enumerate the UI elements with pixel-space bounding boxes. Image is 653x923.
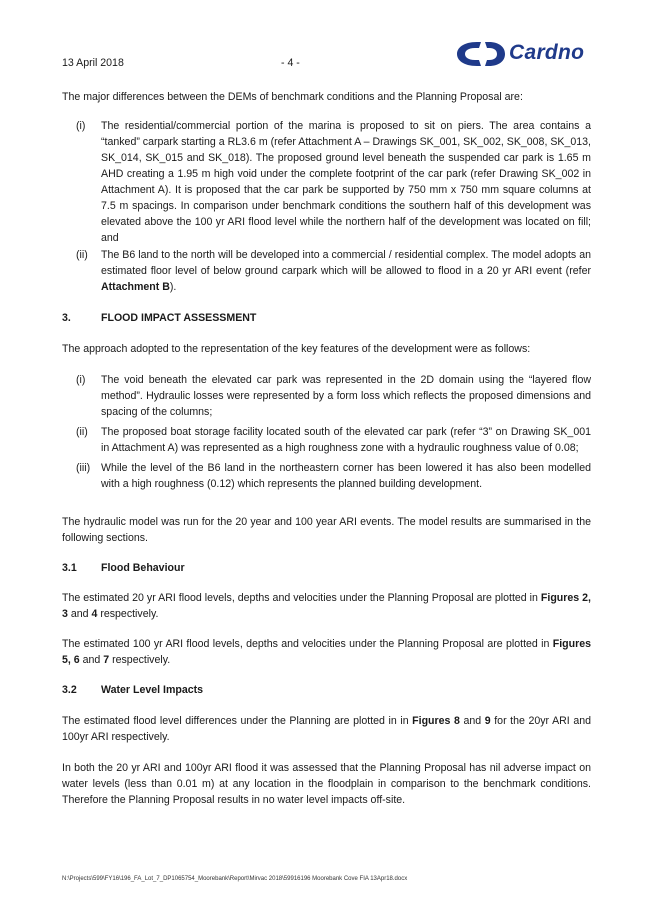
section-number: 3.2 <box>62 684 77 696</box>
logo-wordmark: Cardno <box>509 41 585 64</box>
list-text: The residential/commercial portion of the marina is proposed to sit on piers. The area contains a “tanked” carpark starting a RL3.6 m (refer Attachment A – Drawings SK_001, SK_002, SK_008, SK_013, SK_014, SK_015 and SK_018). The proposed ground level beneath the suspended car park is 1.65 m AHD creating a 1.95 m high void under the complete footprint of the car park (refer Drawing SK_002 in Attachment A). It is proposed that the car park be supported by 750 mm x 750 mm square columns at 7.5 m spacings. In comparison under benchmark conditions the southern half of this development was elevated above the 100 yr ARI flood level while the northern half of the development was located on fill; and <box>101 120 591 244</box>
list-text: The B6 land to the north will be developed into a commercial / residential complex. The model adopts an estimated floor level of below ground carpark which will be allowed to flood in a 20 yr ARI event (refer Attachment B). <box>101 249 591 293</box>
water-level-paragraph: In both the 20 yr ARI and 100yr ARI flood it was assessed that the Planning Proposal has nil adverse impact on water levels (less than 0.01 m) at any location in the floodplain in comparison to the benchmark conditions. Therefore the Planning Proposal results in no water level impacts off-site. <box>62 762 591 806</box>
list-text: The void beneath the elevated car park was represented in the 2D domain using the “layered flow method”. Hydraulic losses were represented by a form loss which reflects the proposed dimensions and spacing of the columns; <box>101 374 591 418</box>
section-number: 3.1 <box>62 562 77 574</box>
file-path-footer: N:\Projects\599\FY16\196_FA_Lot_7_DP1065754_Moorebank\Report\Mirvac 2018\59916196 Moorebank Cove FIA 13Apr18.docx <box>62 876 408 882</box>
list-text: While the level of the B6 land in the northeastern corner has been lowered it has also been modelled with a high roughness (0.12) which represents the planned building development. <box>101 462 591 490</box>
model-run-paragraph: The hydraulic model was run for the 20 year and 100 year ARI events. The model results are summarised in the following sections. <box>62 516 591 544</box>
list-number: (i) <box>76 374 86 386</box>
cardno-logo <box>455 38 615 70</box>
page-number: - 4 - <box>281 57 300 69</box>
water-level-paragraph: The estimated flood level differences under the Planning are plotted in in Figures 8 and 9 for the 20yr ARI and 100yr ARI respectively. <box>62 715 591 743</box>
flood-behaviour-paragraph: The estimated 20 yr ARI flood levels, depths and velocities under the Planning Proposal are plotted in Figures 2, 3 and 4 respectively. <box>62 592 591 620</box>
section-heading: FLOOD IMPACT ASSESSMENT <box>101 312 257 324</box>
list-number: (ii) <box>76 249 88 261</box>
intro-paragraph: The major differences between the DEMs of benchmark conditions and the Planning Proposal are: <box>62 91 523 103</box>
approach-paragraph: The approach adopted to the representation of the key features of the development were as follows: <box>62 343 531 355</box>
list-number: (i) <box>76 120 86 132</box>
flood-behaviour-paragraph: The estimated 100 yr ARI flood levels, depths and velocities under the Planning Proposal are plotted in Figures 5, 6 and 7 respectively. <box>62 638 591 666</box>
section-number: 3. <box>62 312 71 324</box>
list-number: (ii) <box>76 426 88 438</box>
section-heading: Water Level Impacts <box>101 684 204 696</box>
document-date: 13 April 2018 <box>62 57 124 69</box>
list-text: The proposed boat storage facility located south of the elevated car park (refer “3” on Drawing SK_001 in Attachment A) was represented as a high roughness zone with a hydraulic roughness value of 0.08; <box>101 426 591 454</box>
list-number: (iii) <box>76 462 91 474</box>
section-heading: Flood Behaviour <box>101 562 185 574</box>
